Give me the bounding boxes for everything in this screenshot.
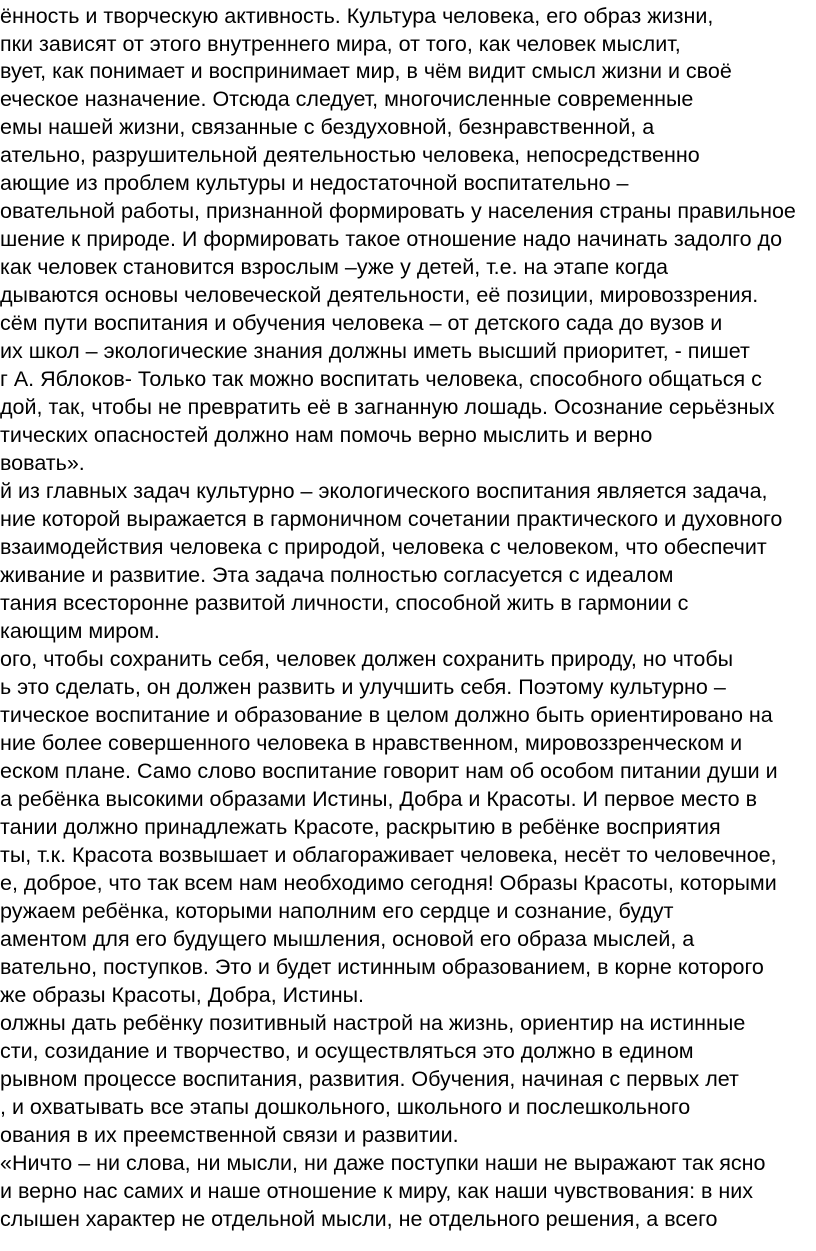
text-line: сти, созидание и творчество, и осуществляться это должно в едином (0, 1039, 694, 1063)
text-line: аментом для его будущего мышления, основой его образа мыслей, а (0, 927, 695, 951)
text-line: вует, как понимает и воспринимает мир, в чём видит смысл жизни и своё (0, 59, 732, 83)
text-line: ние более совершенного человека в нравственном, мировоззренческом и (0, 731, 743, 755)
text-line: ние которой выражается в гармоничном сочетании практического и духовного (0, 507, 783, 531)
text-line: , и охватывать все этапы дошкольного, школьного и послешкольного (0, 1095, 691, 1119)
text-line: вовать». (0, 451, 85, 475)
text-line: сём пути воспитания и обучения человека – от детского сада до вузов и (0, 311, 723, 335)
text-line: ённость и творческую активность. Культура человека, его образ жизни, (0, 4, 714, 28)
text-line: дываются основы человеческой деятельности, её позиции, мировоззрения. (0, 283, 759, 307)
text-line: взаимодействия человека с природой, человека с человеком, что обеспечит (0, 535, 767, 559)
text-line: же образы Красоты, Добра, Истины. (0, 983, 364, 1007)
text-line: «Ничто – ни слова, ни мысли, ни даже поступки наши не выражают так ясно (0, 1151, 766, 1175)
text-line: вательно, поступков. Это и будет истинным образованием, в корне которого (0, 955, 764, 979)
text-line: ь это сделать, он должен развить и улучшить себя. Поэтому культурно – (0, 675, 726, 699)
text-line: й из главных задач культурно – экологического воспитания является задача, (0, 479, 768, 503)
text-line: овательной работы, признанной формировать у населения страны правильное (0, 199, 796, 223)
text-line: ательно, разрушительной деятельностью человека, непосредственно (0, 143, 700, 167)
text-line: тании должно принадлежать Красоте, раскрытию в ребёнке восприятия (0, 815, 721, 839)
text-line: ты, т.к. Красота возвышает и облагораживает человека, несёт то человечное, (0, 843, 777, 867)
text-line: дой, так, чтобы не превратить её в загнанную лошадь. Осознание серьёзных (0, 395, 775, 419)
text-line: ающие из проблем культуры и недостаточной воспитательно – (0, 171, 629, 195)
text-line: живание и развитие. Эта задача полностью согласуется с идеалом (0, 563, 674, 587)
text-line: еском плане. Само слово воспитание говорит нам об особом питании души и (0, 759, 778, 783)
text-line: ования в их преемственной связи и развитии. (0, 1123, 459, 1147)
text-line: кающим миром. (0, 619, 160, 643)
text-line: а ребёнка высокими образами Истины, Добра и Красоты. И первое место в (0, 787, 758, 811)
text-line: пки зависят от этого внутреннего мира, от того, как человек мыслит, (0, 32, 681, 56)
text-line: их школ – экологические знания должны иметь высший приоритет, - пишет (0, 339, 750, 363)
text-line: слышен характер не отдельной мысли, не отдельного решения, а всего (0, 1207, 718, 1231)
text-line: г А. Яблоков- Только так можно воспитать человека, способного общаться с (0, 367, 762, 391)
text-line: е, доброе, что так всем нам необходимо сегодня! Образы Красоты, которыми (0, 871, 777, 895)
text-line: ого, чтобы сохранить себя, человек должен сохранить природу, но чтобы (0, 647, 734, 671)
text-line: еческое назначение. Отсюда следует, многочисленные современные (0, 87, 694, 111)
text-line: тания всесторонне развитой личности, способной жить в гармонии с (0, 591, 689, 615)
text-line: емы нашей жизни, связанные с бездуховной, безнравственной, а (0, 115, 655, 139)
text-line: шение к природе. И формировать такое отношение надо начинать задолго до (0, 227, 783, 251)
text-line: как человек становится взрослым –уже у детей, т.е. на этапе когда (0, 255, 668, 279)
text-line: тическое воспитание и образование в целом должно быть ориентировано на (0, 703, 773, 727)
text-line: тических опасностей должно нам помочь верно мыслить и верно (0, 423, 653, 447)
text-line: рывном процессе воспитания, развития. Обучения, начиная с первых лет (0, 1067, 739, 1091)
text-line: и верно нас самих и наше отношение к миру, как наши чувствования: в них (0, 1179, 754, 1203)
text-line: ружаем ребёнка, которыми наполним его сердце и сознание, будут (0, 899, 674, 923)
text-line: олжны дать ребёнку позитивный настрой на жизнь, ориентир на истинные (0, 1011, 746, 1035)
